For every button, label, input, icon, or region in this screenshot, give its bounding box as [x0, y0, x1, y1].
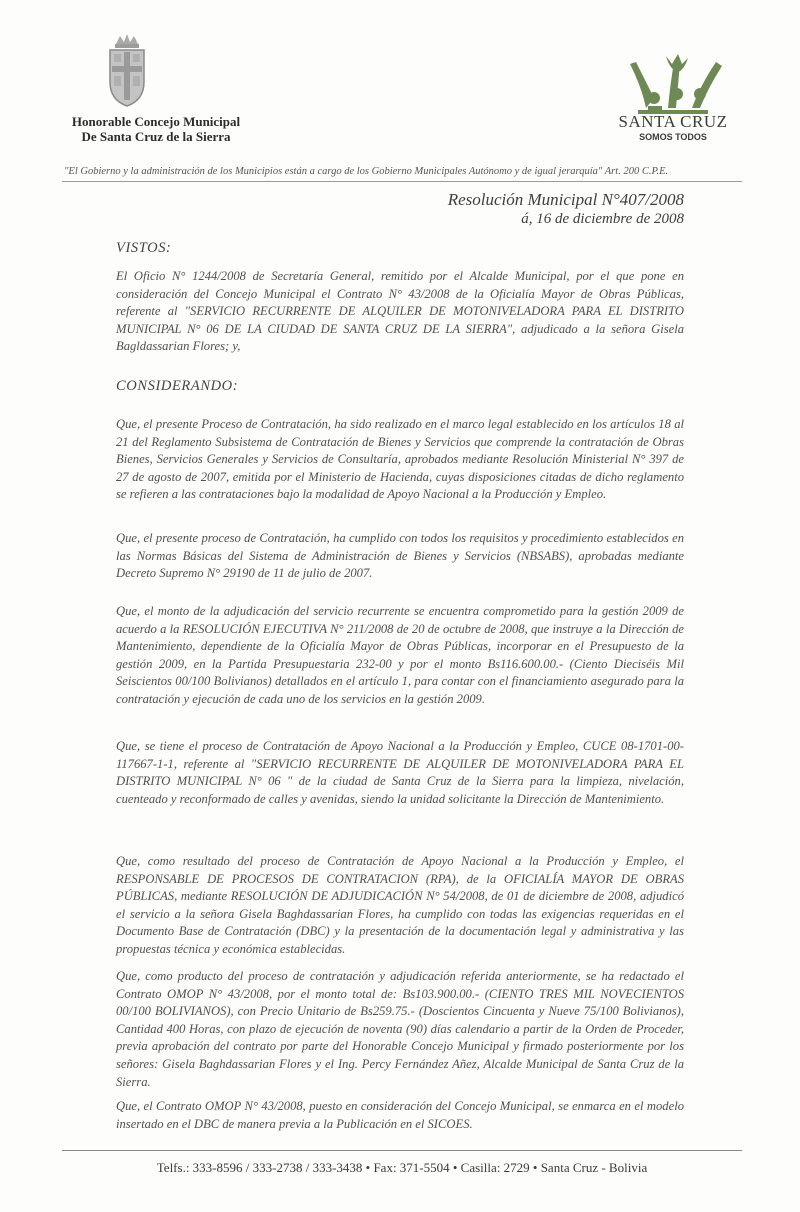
- council-name-line2: De Santa Cruz de la Sierra: [81, 129, 231, 144]
- resolution-date: á, 16 de diciembre de 2008: [521, 211, 684, 227]
- paragraph-considerando-5: Que, como resultado del proceso de Contratación de Apoyo Nacional a la Producción y Empleo, el RESPONSABLE DE PROCESOS DE CONTRATACION (RPA), de la OFICIALÍA MAYOR DE OBRAS PÚBLICAS, mediante RESOLUCIÓN DE ADJUDICACIÓN N° 54/2008, de 01 de diciembre de 2008, adjudicó el servicio a la señora Gisela Baghdassarian Flores, ha cumplido con todas las exigencias requeridas en el Documento Base de Contratación (DBC) y la presentación de la documentación legal y administrativa y las propuestas técnica y económica establecidas.: [116, 854, 684, 956]
- paragraph-considerando-4: Que, se tiene el proceso de Contratación de Apoyo Nacional a la Producción y Empleo, CUCE 08-1701-00-117667-1-1, referente al "SERVICIO RECURRENTE DE ALQUILER DE MOTONIVELADORA PARA EL DISTRITO MUNICIPAL N° 06 " de la ciudad de Santa Cruz de la Sierra para la limpieza, nivelación, cuenteado y reconformado de calles y avenidas, siendo la unidad solicitante la Dirección de Mantenimiento.: [116, 739, 684, 806]
- footer-contact: Telfs.: 333-8596 / 333-2738 / 333-3438 • Fax: 371-5504 • Casilla: 2729 • Santa Cruz - Bolivia: [156, 1160, 648, 1175]
- council-name: [56, 114, 256, 144]
- heading-considerando: CONSIDERANDO:: [116, 378, 239, 394]
- footer-divider: [62, 1150, 742, 1151]
- paragraph-considerando-1: Que, el presente Proceso de Contratación, ha sido realizado en el marco legal establecido en los artículos 18 al 21 del Reglamento Subsistema de Contratación de Bienes y Servicios que comprende la contratación de Obras Bienes, Servicios Generales y Servicios de Consultaría, aprobados mediante Resolución Ministerial N° 397 de 27 de agosto de 2007, emitida por el Ministerio de Hacienda, cuyas disposiciones citadas de dicho reglamento se refieren a las contrataciones bajo la modalidad de Apoyo Nacional a la Producción y Empleo.: [116, 417, 684, 502]
- resolution-title: Resolución Municipal N°407/2008: [447, 190, 684, 209]
- paragraph-considerando-6: Que, como producto del proceso de contratación y adjudicación referida anteriormente, se ha redactado el Contrato OMOP N° 43/2008, por el monto total de: Bs103.900.00.- (CIENTO TRES MIL NOVECIENTOS 00/100 BOLIVIANOS), con Precio Unitario de Bs259.75.- (Doscientos Cincuenta y Nueve 75/100 Bolivianos), Cantidad 400 Horas, con plazo de ejecución de noventa (90) días calendario a partir de la Orden de Proceder, previa aprobación del contrato por parte del Honorable Concejo Municipal y firmado posteriormente por los señores: Gisela Baghdassarian Flores y el Ing. Percy Fernández Añez, Alcalde Municipal de Santa Cruz de la Sierra.: [116, 969, 684, 1089]
- heading-vistos: VISTOS:: [116, 240, 172, 256]
- brand-tagline: SOMOS TODOS: [639, 132, 707, 142]
- brand-name: SANTA CRUZ: [618, 112, 728, 131]
- council-name-line1: Honorable Concejo Municipal: [71, 114, 241, 129]
- paragraph-considerando-3: Que, el monto de la adjudicación del servicio recurrente se encuentra comprometido para la gestión 2009 de acuerdo a la RESOLUCIÓN EJECUTIVA N° 211/2008 de 20 de octubre de 2008, que instruye a la Dirección de Mantenimiento, dependiente de la Oficialía Mayor de Obras Públicas, incorporar en el Presupuesto de la gestión 2009, en la Partida Presupuestaria 232-00 y por el monto Bs116.600.00.- (Ciento Dieciséis Mil Seiscientos 00/100 Bolivianos) detallados en el artículo 1, para contar con el financiamiento asegurado para la contratación y ejecución de cada uno de los servicios en la gestión 2009.: [116, 604, 684, 706]
- paragraph-vistos: El Oficio N° 1244/2008 de Secretaría General, remitido por el Alcalde Municipal, por el que pone en consideración del Concejo Municipal el Contrato N° 43/2008 de la Oficialía Mayor de Obras Públicas, referente al "SERVICIO RECURRENTE DE ALQUILER DE MOTONIVELADORA PARA EL DISTRITO MUNICIPAL N° 06 DE LA CIUDAD DE SANTA CRUZ DE LA SIERRA", adjudicado a la señora Gisela Bagldassarian Flores; y,: [116, 269, 684, 354]
- header-divider: [62, 181, 742, 182]
- coat-of-arms-seal: [104, 30, 150, 108]
- constitution-quote: "El Gobierno y la administración de los Municipios están a cargo de los Gobierno Municipales Autónomo y de igual jerarquía" Art. 200 C.P.E.: [64, 166, 669, 177]
- paragraph-considerando-7: Que, el Contrato OMOP N° 43/2008, puesto en consideración del Concejo Municipal, se enmarca en el modelo insertado en el DBC de manera previa a la Publicación en el SICOES.: [116, 1099, 684, 1131]
- paragraph-considerando-2: Que, el presente proceso de Contratación, ha cumplido con todos los requisitos y procedimiento establecidos en las Normas Básicas del Sistema de Administración de Bienes y Servicios (NBSABS), aprobadas mediante Decreto Supremo N° 29190 de 11 de julio de 2007.: [116, 531, 684, 581]
